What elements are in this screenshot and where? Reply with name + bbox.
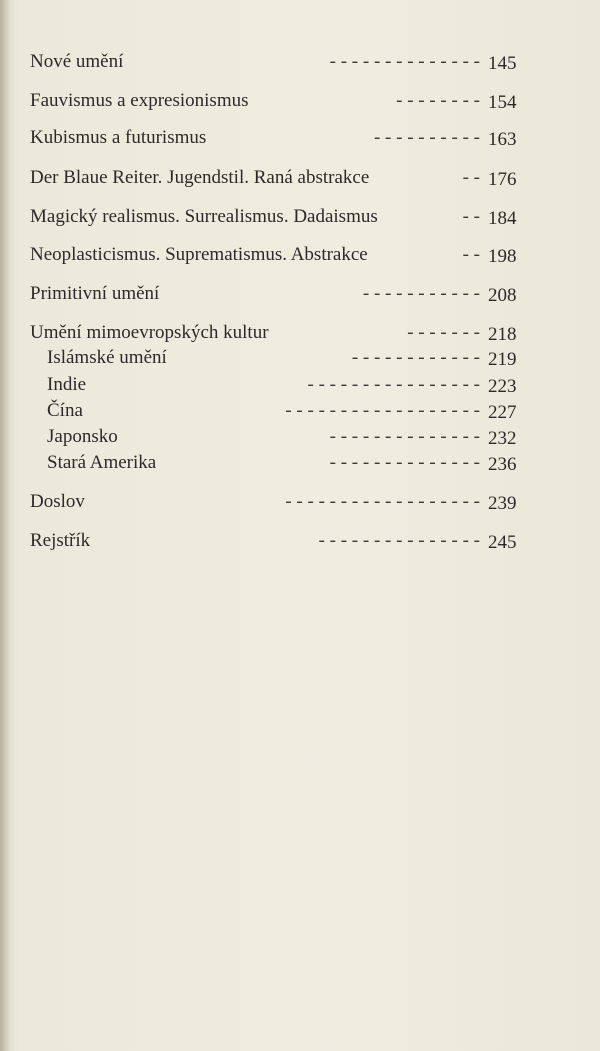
toc-entry-title: Indie (47, 374, 87, 395)
toc-entry-title: Magický realismus. Surrealismus. Dadaismus (30, 206, 378, 227)
toc-subentry (0, 448, 600, 478)
toc-leader: - - (462, 244, 480, 265)
toc-leader: - - - - - - - - - - (373, 127, 480, 148)
toc-entry (0, 86, 600, 116)
toc-entry-title: Kubismus a futurismus (30, 127, 207, 148)
toc-entry-title: Japonsko (47, 426, 118, 447)
toc-page-number: 236 (488, 454, 517, 475)
toc-page-number: 208 (488, 285, 517, 306)
toc-leader: - - (462, 167, 480, 188)
toc-leader: - - - - - - - - - - - - - - - - - - (285, 400, 480, 421)
toc-leader: - - - - - - - - - - - - - - (329, 426, 480, 447)
toc-entry-title: Neoplasticismus. Suprematismus. Abstrakce (30, 244, 368, 265)
toc-leader: - - - - - - - (407, 322, 480, 343)
toc-entry (0, 487, 600, 517)
toc-page-number: 227 (488, 402, 517, 423)
toc-page-number: 176 (488, 169, 517, 190)
toc-entry-title: Primitivní umění (30, 283, 160, 304)
toc-page-number: 163 (488, 129, 517, 150)
toc-page-number: 223 (488, 376, 517, 397)
toc-entry (0, 240, 600, 270)
toc-entry (0, 47, 600, 77)
toc-entry-title: Čína (47, 400, 83, 421)
toc-entry-title: Stará Amerika (47, 452, 157, 473)
toc-page-number: 219 (488, 349, 517, 370)
toc-entry-title: Doslov (30, 491, 85, 512)
toc-page-number: 145 (488, 53, 517, 74)
toc-entry-title: Der Blaue Reiter. Jugendstil. Raná abstrakce (30, 167, 370, 188)
toc-entry (0, 526, 600, 556)
toc-entry-title: Rejstřík (30, 530, 91, 551)
toc-leader: - - - - - - - - - - - - - - - - - - (285, 491, 480, 512)
toc-entry (0, 123, 600, 153)
toc-page-number: 239 (488, 493, 517, 514)
toc-page-number: 245 (488, 532, 517, 553)
toc-leader: - - (462, 206, 480, 227)
toc-entry (0, 202, 600, 232)
toc-leader: - - - - - - - - - - - - (351, 347, 480, 368)
toc-page-number: 198 (488, 246, 517, 267)
toc-entry-title: Islámské umění (47, 347, 167, 368)
toc-entry (0, 279, 600, 309)
toc-page-number: 232 (488, 428, 517, 449)
toc-leader: - - - - - - - - - - - (362, 283, 480, 304)
toc-page-number: 184 (488, 208, 517, 229)
toc-leader: - - - - - - - - - - - - - - - (318, 530, 480, 551)
toc-page-number: 218 (488, 324, 517, 345)
toc-entry (0, 163, 600, 193)
toc-leader: - - - - - - - - (396, 90, 480, 111)
toc-page-number: 154 (488, 92, 517, 113)
toc-leader: - - - - - - - - - - - - - - - - (307, 374, 480, 395)
toc-subentry (0, 343, 600, 373)
toc-entry-title: Fauvismus a expresionismus (30, 90, 249, 111)
toc-leader: - - - - - - - - - - - - - - (329, 51, 480, 72)
toc-leader: - - - - - - - - - - - - - - (329, 452, 480, 473)
toc-entry-title: Nové umění (30, 51, 124, 72)
toc-entry-title: Umění mimoevropských kultur (30, 322, 269, 343)
